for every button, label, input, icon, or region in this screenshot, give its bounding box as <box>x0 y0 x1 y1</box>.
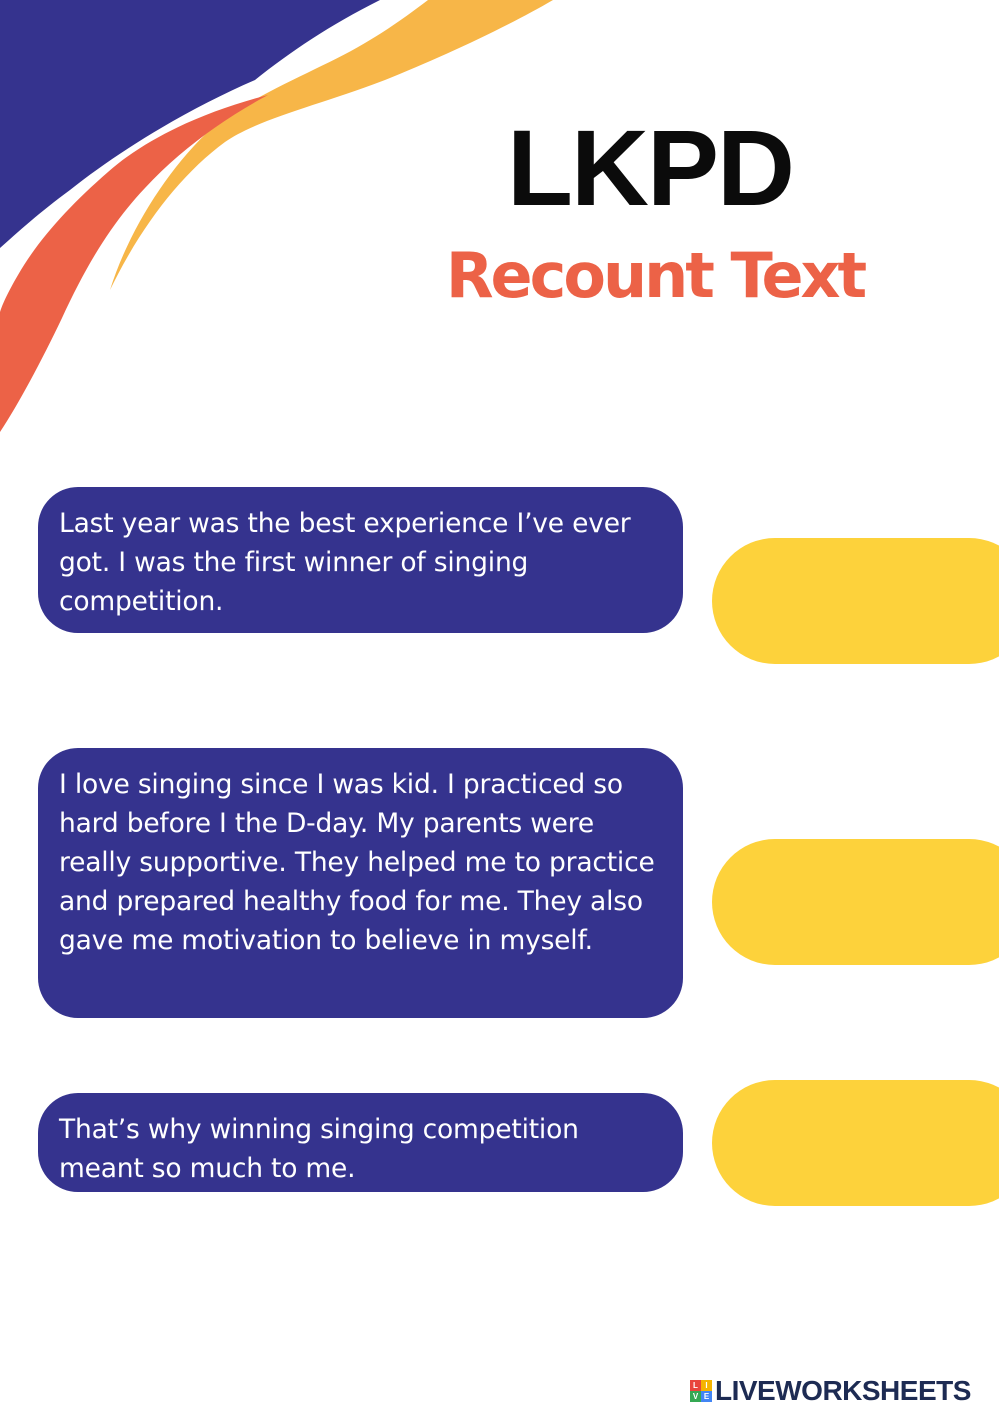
brand-name: LIVEWORKSHEETS <box>715 1375 971 1406</box>
logo-letter: E <box>701 1391 712 1402</box>
answer-slot-1[interactable] <box>712 538 999 664</box>
page-title: LKPD <box>507 107 793 228</box>
answer-slot-2[interactable] <box>712 839 999 965</box>
liveworksheets-logo-icon <box>690 1380 712 1402</box>
answer-slot-3[interactable] <box>712 1080 999 1206</box>
text-box-2: I love singing since I was kid. I practiced so hard before I the D-day. My parents were really supportive. They helped me to practice and prepared healthy food for me. They also gave me motivation to believe in myself. <box>38 748 683 1018</box>
text-box-3: That’s why winning singing competition meant so much to me. <box>38 1093 683 1192</box>
text-box-1: Last year was the best experience I’ve ever got. I was the first winner of singing competition. <box>38 487 683 633</box>
page-subtitle: Recount Text <box>445 239 865 312</box>
brand-footer[interactable] <box>690 1373 971 1409</box>
logo-letter: I <box>701 1380 712 1391</box>
logo-letter: V <box>690 1391 701 1402</box>
logo-letter: L <box>690 1380 701 1391</box>
